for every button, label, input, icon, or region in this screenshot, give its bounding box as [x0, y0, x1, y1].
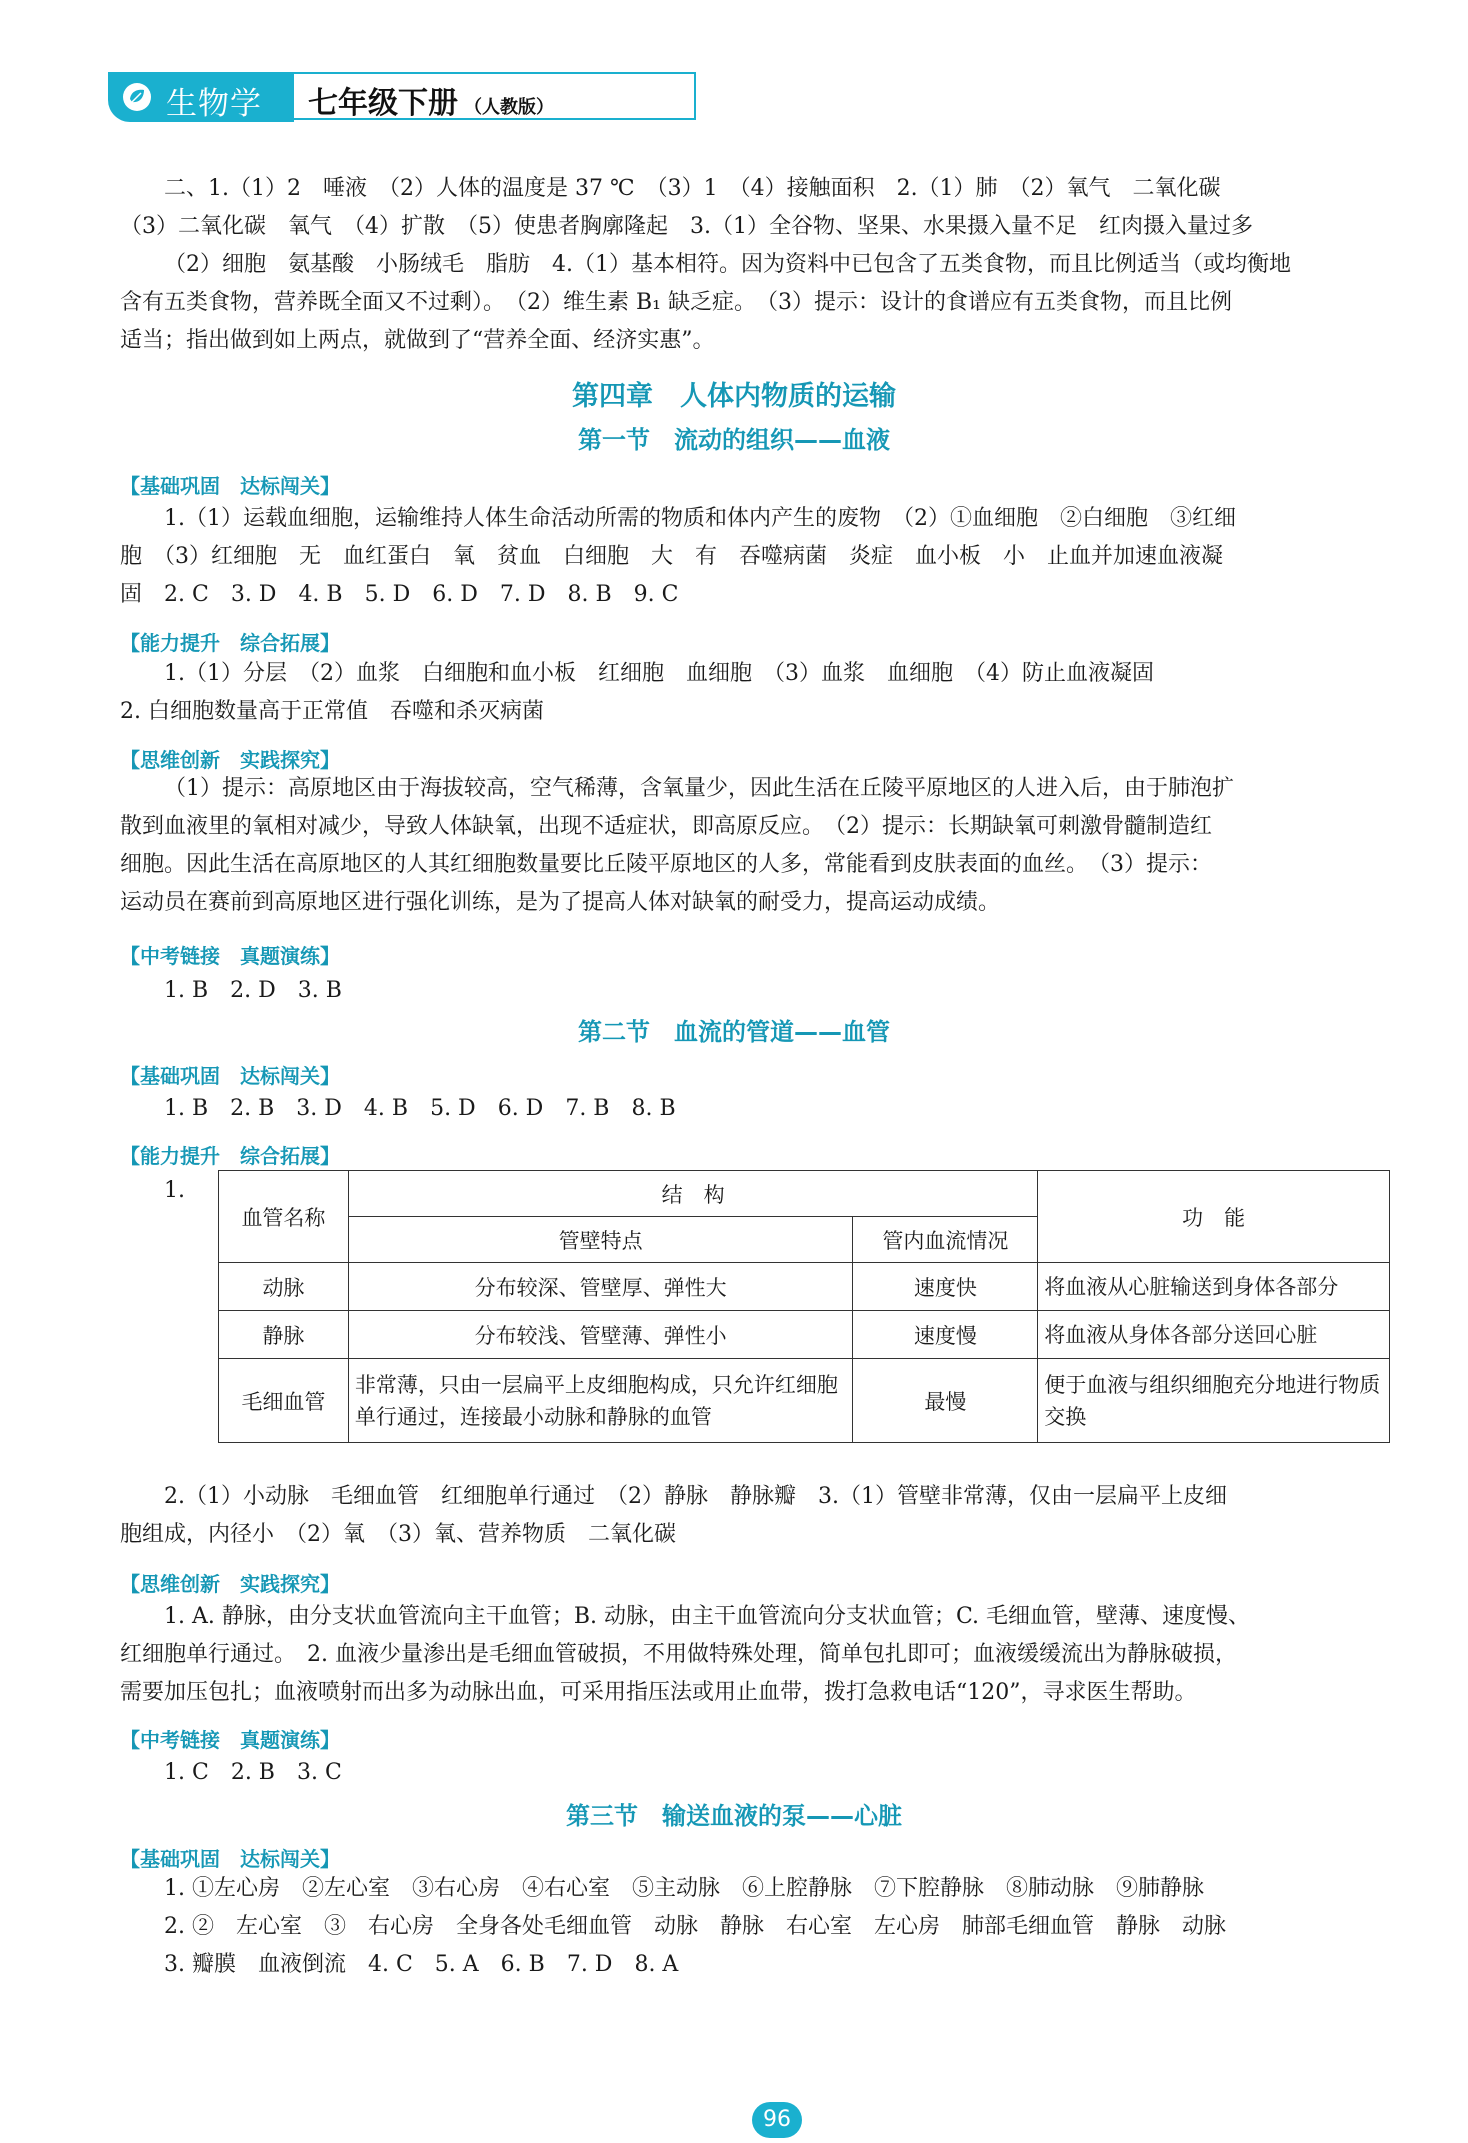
- exercise-tag: 【基础巩固 达标闯关】: [120, 1064, 340, 1088]
- header-function: 功 能: [1038, 1171, 1390, 1263]
- text-line: 细胞。因此生活在高原地区的人其红细胞数量要比丘陵平原地区的人多，常能看到皮肤表面的血丝。 （3）提示：: [120, 852, 1213, 877]
- subject-badge: [108, 72, 294, 122]
- table-row: 动脉 分布较深、管壁厚、弹性大 速度快 将血液从心脏输送到身体各部分: [219, 1263, 1390, 1311]
- answer-block: [120, 1478, 1380, 1554]
- section-title: 第二节 血流的管道——血管: [578, 1018, 890, 1046]
- answer-block: [120, 972, 1380, 1010]
- exercise-tag: 【基础巩固 达标闯关】: [120, 1847, 340, 1871]
- grade-label: 七年级下册 （人教版）: [308, 86, 554, 121]
- table-row: 静脉 分布较浅、管壁薄、弹性小 速度慢 将血液从身体各部分送回心脏: [219, 1311, 1390, 1359]
- section-title: 第三节 输送血液的泵——心脏: [566, 1802, 902, 1830]
- exercise-tag: 【能力提升 综合拓展】: [120, 631, 340, 655]
- text-line: 1. ①左心房 ②左心室 ③右心房 ④右心室 ⑤主动脉 ⑥上腔静脉 ⑦下腔静脉 ⑧肺动脉 ⑨肺静脉: [164, 1876, 1204, 1901]
- header-flow: 管内血流情况: [853, 1217, 1038, 1263]
- text-line: 2.（1）小动脉 毛细血管 红细胞单行通过 （2）静脉 静脉瓣 3.（1）管壁非常薄，仅由一层扁平上皮细: [164, 1484, 1227, 1509]
- answer-block: [120, 500, 1380, 614]
- text-line: 红细胞单行通过。 2. 血液少量渗出是毛细血管破损，不用做特殊处理，简单包扎即可；血液缓缓流出为静脉破损，: [120, 1642, 1237, 1667]
- text-line: 需要加压包扎；血液喷射而出多为动脉出血，可采用指压法或用止血带，拨打急救电话“120”，寻求医生帮助。: [120, 1680, 1197, 1705]
- text-line: 1. B 2. B 3. D 4. B 5. D 6. D 7. B 8. B: [164, 1096, 676, 1121]
- text-line: 2. 白细胞数量高于正常值 吞噬和杀灭病菌: [120, 699, 544, 724]
- edition-label: （人教版）: [464, 97, 554, 118]
- text-line: 适当；指出做到如上两点，就做到了“营养全面、经济实惠”。: [120, 328, 715, 353]
- answer-block: [120, 1090, 1380, 1128]
- exercise-tag: 【能力提升 综合拓展】: [120, 1144, 340, 1168]
- exercise-tag: 【中考链接 真题演练】: [120, 1728, 340, 1752]
- table-row: 毛细血管 非常薄，只由一层扁平上皮细胞构成，只允许红细胞单行通过，连接最小动脉和静脉的血管 最慢 便于血液与组织细胞充分地进行物质交换: [219, 1359, 1390, 1443]
- chapter-title: 第四章 人体内物质的运输: [572, 381, 896, 412]
- text-line: 2. ② 左心室 ③ 右心房 全身各处毛细血管 动脉 静脉 右心室 左心房 肺部毛细血管 静脉 动脉: [164, 1914, 1226, 1939]
- text-line: 1.（1）运载血细胞，运输维持人体生命活动所需的物质和体内产生的废物 （2）①血细胞 ②白细胞 ③红细: [164, 506, 1236, 531]
- text-line: 1. A. 静脉，由分支状血管流向主干血管；B. 动脉，由主干血管流向分支状血管；C. 毛细血管，壁薄、速度慢、: [164, 1604, 1251, 1629]
- text-line: （2）细胞 氨基酸 小肠绒毛 脂肪 4.（1）基本相符。因为资料中已包含了五类食物，而且比例适当（或均衡地: [164, 252, 1291, 277]
- intro-answers: [120, 170, 1380, 360]
- text-line: 运动员在赛前到高原地区进行强化训练，是为了提高人体对缺氧的耐受力，提高运动成绩。: [120, 890, 1001, 915]
- blood-vessel-table: [218, 1170, 1390, 1443]
- page-header: [108, 72, 588, 124]
- grade-box: [294, 72, 696, 120]
- text-line: 二、1.（1）2 唾液 （2）人体的温度是 37 ℃ （3）1 （4）接触面积 2.（1）肺 （2）氧气 二氧化碳: [164, 176, 1221, 201]
- answer-block: [120, 770, 1380, 922]
- text-line: 1.（1）分层 （2）血浆 白细胞和血小板 红细胞 血细胞 （3）血浆 血细胞 （4）防止血液凝固: [164, 661, 1154, 686]
- text-line: （1）提示：高原地区由于海拔较高，空气稀薄，含氧量少，因此生活在丘陵平原地区的人进入后，由于肺泡扩: [164, 776, 1235, 801]
- text-line: 3. 瓣膜 血液倒流 4. C 5. A 6. B 7. D 8. A: [164, 1952, 679, 1977]
- answer-block: [120, 1754, 1380, 1792]
- table-number: 1.: [164, 1178, 185, 1203]
- page-number: 96: [752, 2102, 802, 2138]
- section-title: 第一节 流动的组织——血液: [578, 426, 890, 454]
- exercise-tag: 【思维创新 实践探究】: [120, 748, 340, 772]
- text-line: 胞 （3）红细胞 无 血红蛋白 氧 贫血 白细胞 大 有 吞噬病菌 炎症 血小板 小 止血并加速血液凝: [120, 544, 1224, 569]
- text-line: （3）二氧化碳 氧气 （4）扩散 （5）使患者胸廓隆起 3.（1）全谷物、坚果、水果摄入量不足 红肉摄入量过多: [120, 214, 1253, 239]
- text-line: 1. B 2. D 3. B: [164, 978, 342, 1003]
- text-line: 胞组成，内径小 （2）氧 （3）氧、营养物质 二氧化碳: [120, 1522, 676, 1547]
- answer-block: [120, 1870, 1380, 1984]
- header-wall: 管壁特点: [348, 1217, 853, 1263]
- exercise-tag: 【基础巩固 达标闯关】: [120, 474, 340, 498]
- text-line: 固 2. C 3. D 4. B 5. D 6. D 7. D 8. B 9. C: [120, 582, 679, 607]
- leaf-icon: [122, 82, 152, 112]
- text-line: 含有五类食物，营养既全面又不过剩）。 （2）维生素 B₁ 缺乏症。 （3）提示：设计的食谱应有五类食物，而且比例: [120, 290, 1232, 315]
- answer-block: [120, 1598, 1380, 1712]
- subject-label: 生物学: [166, 86, 262, 122]
- header-structure: 结 构: [348, 1171, 1037, 1217]
- text-line: 散到血液里的氧相对减少，导致人体缺氧，出现不适症状，即高原反应。 （2）提示：长期缺氧可刺激骨髓制造红: [120, 814, 1213, 839]
- text-line: 1. C 2. B 3. C: [164, 1760, 342, 1785]
- exercise-tag: 【中考链接 真题演练】: [120, 944, 340, 968]
- answer-block: [120, 655, 1380, 731]
- exercise-tag: 【思维创新 实践探究】: [120, 1572, 340, 1596]
- header-vessel-name: 血管名称: [219, 1171, 349, 1263]
